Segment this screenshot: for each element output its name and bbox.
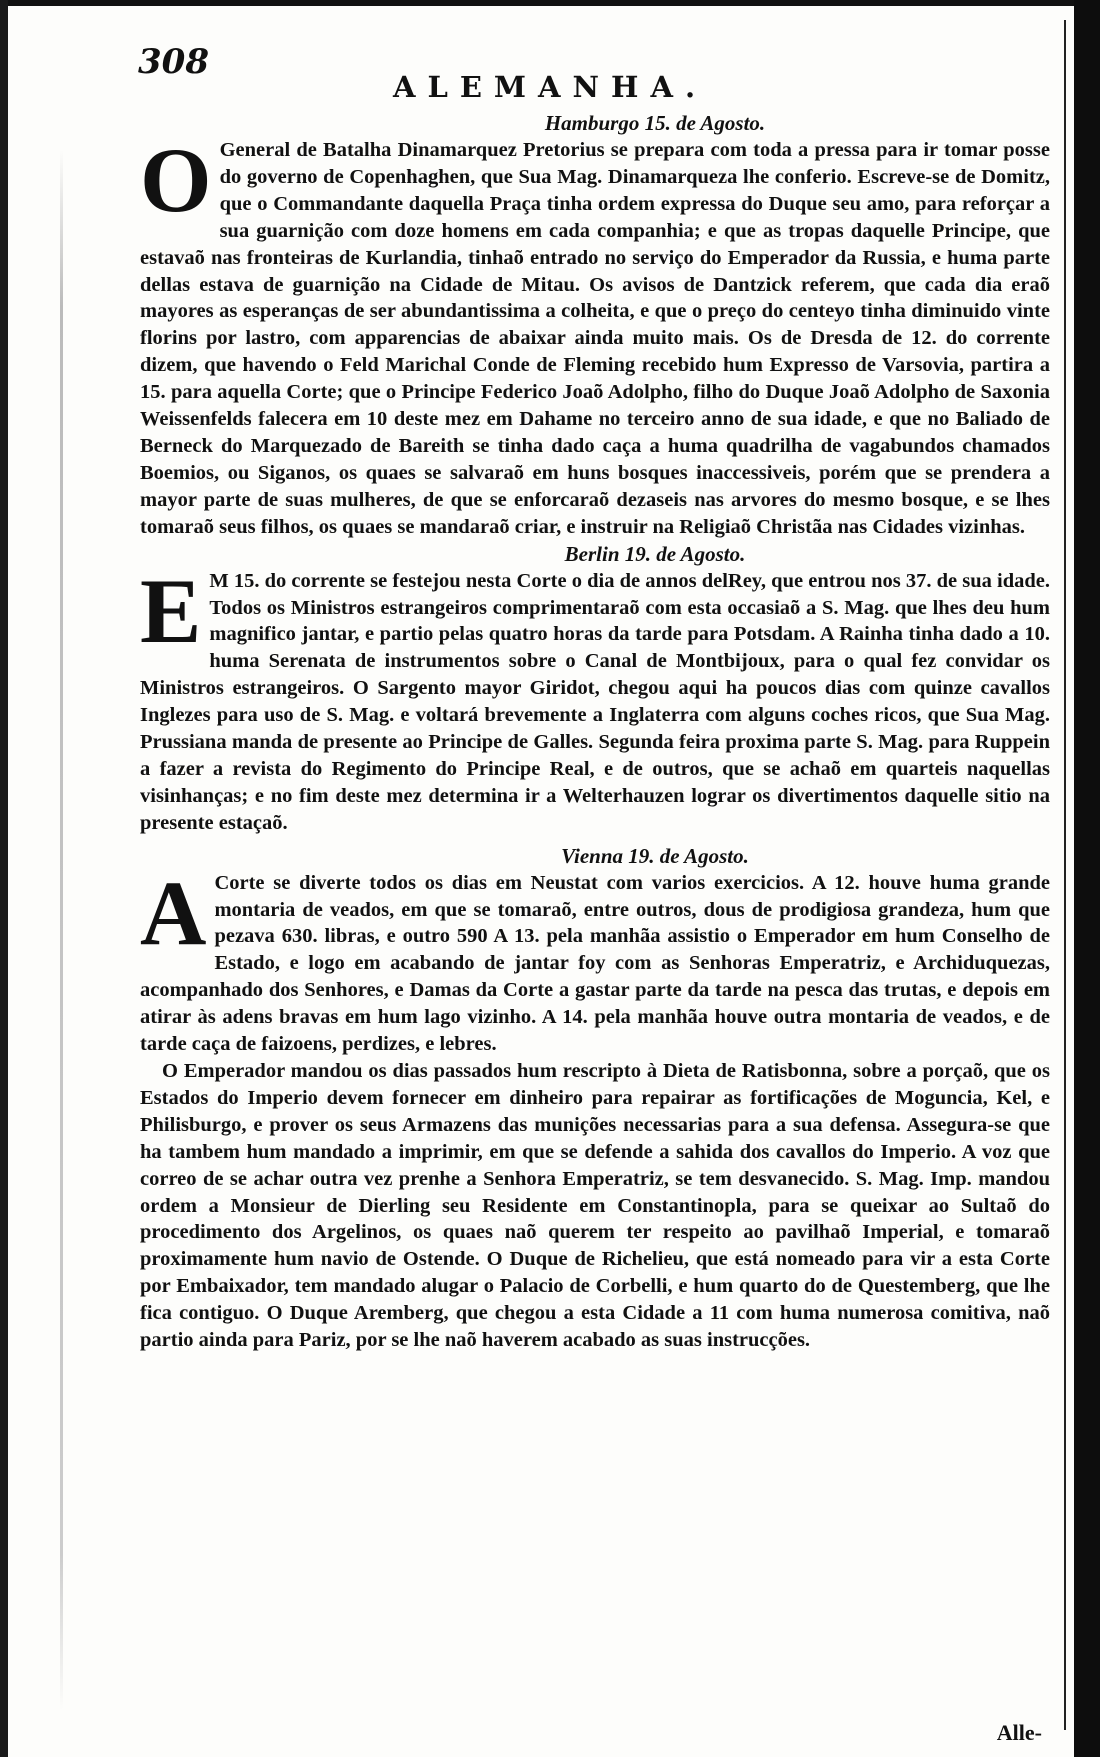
paragraph: M 15. do corrente se festejou nesta Corte o dia de annos delRey, que entrou nos 37. de sua idade. Todos os Ministros estrangeiros comprimentaraõ com esta occasiaõ a S. Mag. que lhes deu hum magnifico jantar, e partio pelas quatro horas da tarde para Potsdam. A Rainha tinha dado a 10. huma Serenata de instrumentos sobre o Canal de Montbijoux, para o qual fez convidar os Ministros estrangeiros. O Sargento mayor Giridot, chegou aqui ha poucos dias com quinze cavallos Inglezes para uso de S. Mag. e voltará brevemente a Inglaterra com alguns coches ricos, que Sua Mag. Prussiana manda de presente ao Principe de Galles. Segunda feira proxima parte S. Mag. para Ruppein a fazer a revista do Regimento do Principe Real, e de outros, que se achaõ em quarteis naquellas visinhanças; e no fim deste mez determina ir a Welterhauzen lograr os divertimentos daquelle sitio na presente estaçaõ. <box>140 569 1050 834</box>
section-title: ALEMANHA. <box>392 70 708 104</box>
scan-right-edge <box>1074 0 1100 1757</box>
scan-left-edge <box>0 0 8 1757</box>
paragraph: Corte se diverte todos os dias em Neustat com varios exercicios. A 12. houve huma grande montaria de veados, em que se tomaraõ, entre outros, dous de prodigiosa grandeza, hum que pezava 630. libras, e outro 590 A 13. pela manhãa assistio o Emperador em hum Conselho de Estado, e logo em acabando de jantar foy com as Senhoras Emperatriz, e Archiduquezas, acompanhado dos Senhores, e Damas da Corte a gastar parte da tarde na pesca das trutas, e depois em atirar às adens bravas em hum lago vizinho. A 14. pela manhãa houve outra montaria de veados, e de tarde caça de faizoens, perdizes, e lebres. <box>140 871 1050 1056</box>
drop-cap: A <box>140 861 207 964</box>
catchword: Alle- <box>996 1720 1042 1745</box>
article-hamburgo <box>140 129 1050 541</box>
scan-inner-rule <box>1064 20 1066 1730</box>
dateline-hamburgo: Hamburgo 15. de Agosto. <box>544 111 766 135</box>
drop-cap: O <box>140 129 212 231</box>
article-berlin <box>140 559 1050 837</box>
dateline-vienna: Vienna 19. de Agosto. <box>561 843 749 868</box>
scan-margin-shadow <box>60 150 63 1710</box>
page-number: 308 <box>138 42 209 82</box>
drop-cap: E <box>140 559 202 662</box>
article-body <box>140 110 1050 1354</box>
dateline-berlin: Berlin 19. de Agosto. <box>564 541 746 566</box>
paragraph: O Emperador mandou os dias passados hum rescripto à Dieta de Ratisbonna, sobre a porçaõ, que os Estados do Imperio devem fornecer em dinheiro para repairar as fortificações de Moguncia, Kel, e Philisburgo, e prover os seus Armazens das munições necessarias para a sua defensa. Assegura-se que ha tambem hum mandado a imprimir, em que se defende a sahida dos cavallos do Imperio. A voz que correo de se achar outra vez prenhe a Senhora Emperatriz, se tem desvanecido. S. Mag. Imp. mandou ordem a Monsieur de Dierling seu Residente em Constantinopla, para se queixar ao Sultaõ do procedimento dos Argelinos, os quaes naõ querem ter respeito ao pavilhaõ Imperial, e tomaraõ proximamente hum navio de Ostende. O Duque de Richelieu, que está nomeado para vir a esta Corte por Embaixador, tem mandado alugar o Palacio de Corbelli, e hum quarto do de Questemberg, que lhe fica contiguo. O Duque Aremberg, que chegou a esta Cidade a 11 com huma numerosa comitiva, naõ partio ainda para Pariz, por se lhe naõ haverem acabado as suas instrucções. <box>140 1060 1050 1352</box>
article-vienna <box>140 861 1050 1058</box>
paragraph: General de Batalha Dinamarquez Pretorius se prepara com toda a pressa para ir tomar posse do governo de Copenhaghen, que Sua Mag. Dinamarqueza lhe conferio. Escreve-se de Domitz, que o Commandante daquella Praça tinha ordem expressa do Duque seu amo, para reforçar a sua guarnição com doze homens em cada companhia; e que as tropas daquelle Principe, que estavaõ nas fronteiras de Kurlandia, tinhaõ entrado no serviço do Emperador da Russia, e huma parte dellas estava de guarnição na Cidade de Mitau. Os avisos de Dantzick referem, que cada dia eraõ mayores as esperanças de ser abundantissima a colheita, e que o preço do centeyo tinha diminuido vinte florins por lastro, com apparencias de abaixar ainda muito mais. Os de Dresda de 12. do corrente dizem, que havendo o Feld Marichal Conde de Fleming recebido hum Expresso de Varsovia, partira a 15. para aquella Corte; que o Principe Federico Joaõ Adolpho, filho do Duque Joaõ Adolpho de Saxonia Weissenfelds falecera em 10 deste mez em Dahame no terceiro anno de sua idade, e que no Baliado de Berneck do Marquezado de Bareith se tinha dado caça a huma quadrilha de vagabundos chamados Boemios, ou Siganos, os quaes se salvaraõ em huns bosques inaccessiveis, porém que se prendera a mayor parte de suas mulheres, de que se enforcaraõ dezaseis nas arvores do mesmo bosque, e se lhes tomaraõ seus filhos, os quaes se mandaraõ criar, e instruir na Religiaõ Christãa nas Cidades vizinhas. <box>140 139 1050 538</box>
scan-top-edge <box>0 0 1100 6</box>
